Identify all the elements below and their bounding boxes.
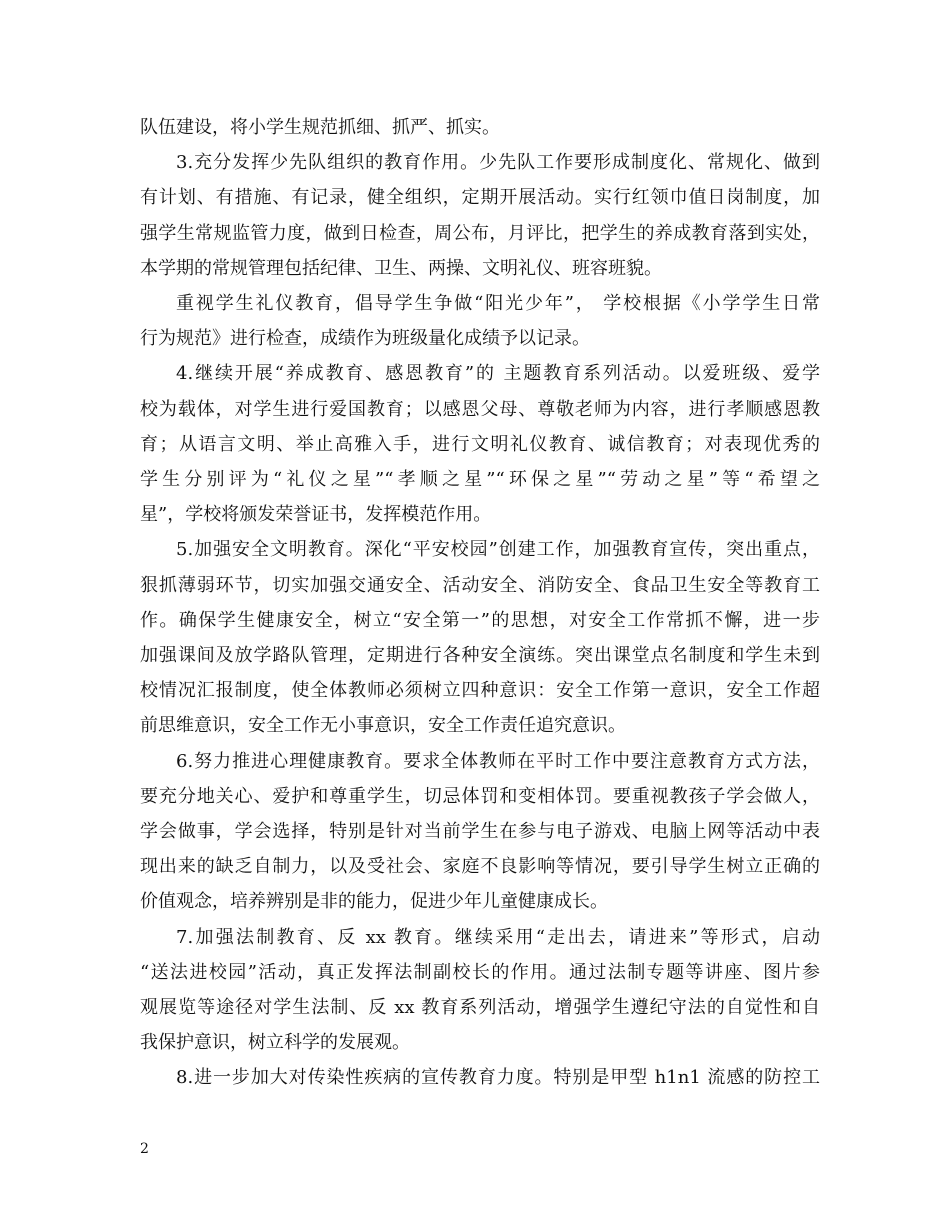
text-line: “送法进校园”活动，真正发挥法制副校长的作用。通过法制专题等讲座、图片参 <box>140 961 820 983</box>
text-line: 育；从语言文明、举止高雅入手，进行文明礼仪教育、诚信教育；对表现优秀的 <box>140 433 820 455</box>
text-line: 我保护意识，树立科学的发展观。 <box>140 1032 410 1054</box>
text-line: 校为载体，对学生进行爱国教育；以感恩父母、尊敬老师为内容，进行孝顺感恩教 <box>140 398 820 420</box>
text-line: 校情况汇报制度，使全体教师必须树立四种意识：安全工作第一意识，安全工作超 <box>140 680 820 702</box>
text-line: 队伍建设，将小学生规范抓细、抓严、抓实。 <box>140 117 500 138</box>
text-line: 4.继续开展“养成教育、感恩教育”的 主题教育系列活动。以爱班级、爱学 <box>176 363 820 385</box>
page-number: 2 <box>140 1141 149 1157</box>
text-line: 重视学生礼仪教育，倡导学生争做“阳光少年”， 学校根据《小学学生日常 <box>176 293 820 314</box>
text-line: 强学生常规监管力度，做到日检查，周公布，月评比，把学生的养成教育落到实处， <box>140 222 820 244</box>
text-line: 前思维意识，安全工作无小事意识，安全工作责任追究意识。 <box>140 715 626 737</box>
text-line: 本学期的常规管理包括纪律、卫生、两操、文明礼仪、班容班貌。 <box>140 257 662 279</box>
text-line: 学生分别评为“礼仪之星”“孝顺之星”“环保之星”“劳动之星”等“希望之 <box>140 469 820 490</box>
text-line: 5.加强安全文明教育。深化“平安校园”创建工作，加强教育宣传，突出重点， <box>176 539 820 561</box>
text-line: 狠抓薄弱环节，切实加强交通安全、活动安全、消防安全、食品卫生安全等教育工 <box>140 574 820 596</box>
text-line: 价值观念，培养辨别是非的能力，促进少年儿童健康成长。 <box>140 891 608 913</box>
text-line: 8.进一步加大对传染性疾病的宣传教育力度。特别是甲型 h1n1 流感的防控工 <box>176 1067 820 1089</box>
text-line: 观展览等途径对学生法制、反 xx 教育系列活动，增强学生遵纪守法的自觉性和自 <box>140 997 820 1018</box>
text-line: 3.充分发挥少先队组织的教育作用。少先队工作要形成制度化、常规化、做到 <box>176 152 820 174</box>
text-line: 6.努力推进心理健康教育。要求全体教师在平时工作中要注意教育方式方法， <box>176 750 820 772</box>
text-line: 加强课间及放学路队管理，定期进行各种安全演练。突出课堂点名制度和学生未到 <box>140 645 820 666</box>
text-line: 现出来的缺乏自制力，以及受社会、家庭不良影响等情况，要引导学生树立正确的 <box>140 856 820 878</box>
text-line: 要充分地关心、爱护和尊重学生，切忌体罚和变相体罚。要重视教孩子学会做人， <box>140 785 820 807</box>
text-line: 7.加强法制教育、反 xx 教育。继续采用“走出去，请进来”等形式，启动 <box>176 926 820 948</box>
text-line: 星”，学校将颁发荣誉证书，发挥模范作用。 <box>140 504 492 526</box>
text-line: 学会做事，学会选择，特别是针对当前学生在参与电子游戏、电脑上网等活动中表 <box>140 821 820 842</box>
text-line: 有计划、有措施、有记录，健全组织，定期开展活动。实行红领巾值日岗制度，加 <box>140 187 820 209</box>
text-line: 作。确保学生健康安全，树立“安全第一”的思想，对安全工作常抓不懈，进一步 <box>140 609 820 631</box>
text-line: 行为规范》进行检查，成绩作为班级量化成绩予以记录。 <box>140 328 590 350</box>
